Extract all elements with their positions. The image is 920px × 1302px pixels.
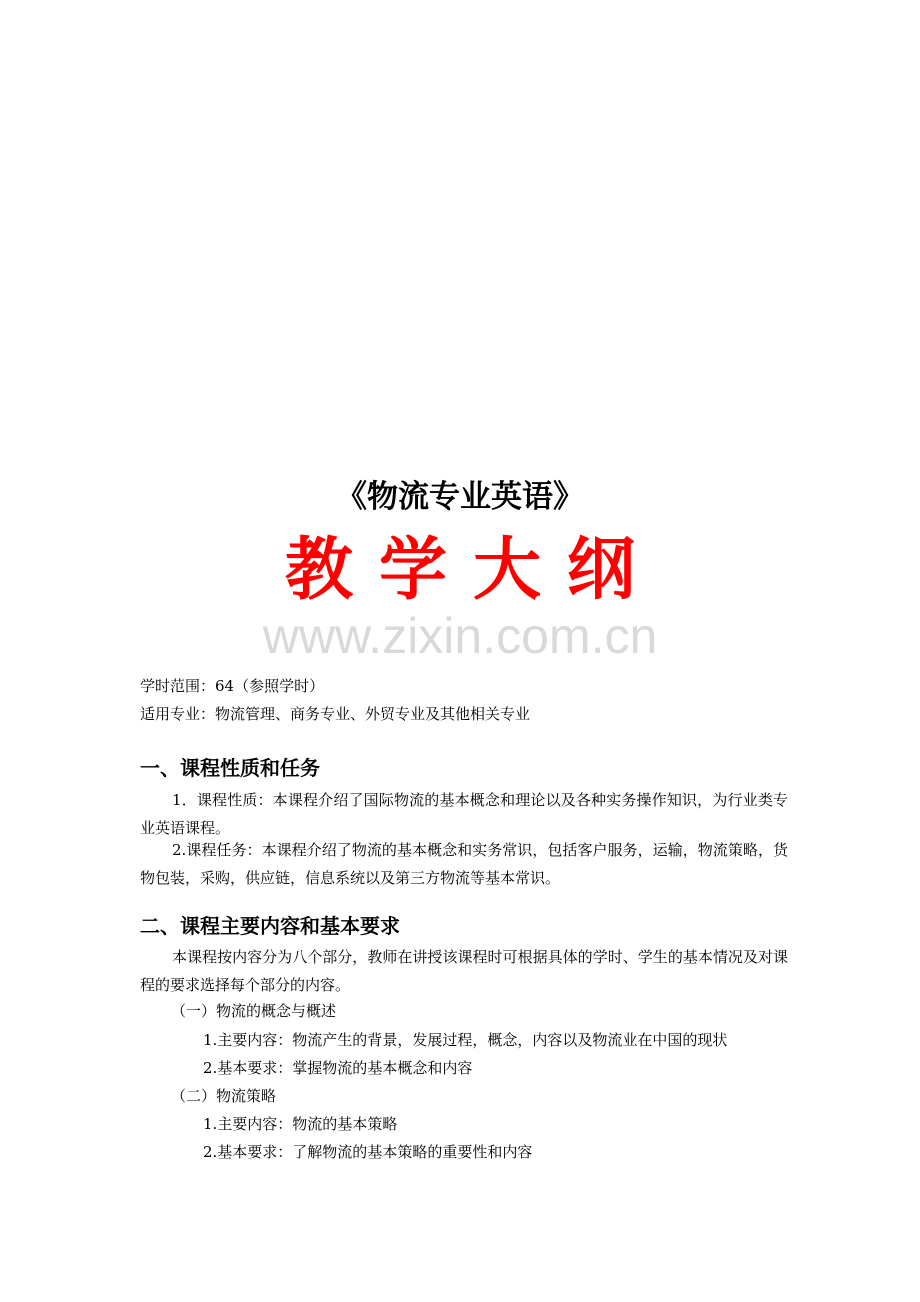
part-main-content: 1.主要内容：物流产生的背景，发展过程，概念，内容以及物流业在中国的现状 xyxy=(203,1031,728,1049)
part-title: （一）物流的概念与概述 xyxy=(171,1002,337,1020)
part-requirement: 2.基本要求：掌握物流的基本概念和内容 xyxy=(203,1059,473,1077)
credit-hours: 学时范围：64（参照学时） xyxy=(140,677,325,695)
course-nature-paragraph: 1．课程性质：本课程介绍了国际物流的基本概念和理论以及各种实务操作知识，为行业类专业英语课程。 xyxy=(140,791,788,837)
part-requirement: 2.基本要求：了解物流的基本策略的重要性和内容 xyxy=(203,1143,533,1161)
section-heading-content-requirements: 二、课程主要内容和基本要求 xyxy=(140,914,400,938)
watermark-text: www.zixin.com.cn xyxy=(262,608,658,664)
applicable-majors: 适用专业：物流管理、商务专业、外贸专业及其他相关专业 xyxy=(140,705,531,723)
content-intro-paragraph: 本课程按内容分为八个部分，教师在讲授该课程时可根据具体的学时、学生的基本情况及对课程的要求选择每个部分的内容。 xyxy=(140,948,788,994)
syllabus-title: 教学大纲 xyxy=(284,531,661,610)
part-main-content: 1.主要内容：物流的基本策略 xyxy=(203,1115,398,1133)
book-title: 《物流专业英语》 xyxy=(336,479,584,515)
course-task-paragraph: 2.课程任务：本课程介绍了物流的基本概念和实务常识，包括客户服务，运输，物流策略，货物包装，采购，供应链，信息系统以及第三方物流等基本常识。 xyxy=(140,841,788,887)
part-title: （二）物流策略 xyxy=(171,1087,277,1105)
section-heading-nature-task: 一、课程性质和任务 xyxy=(140,756,320,780)
